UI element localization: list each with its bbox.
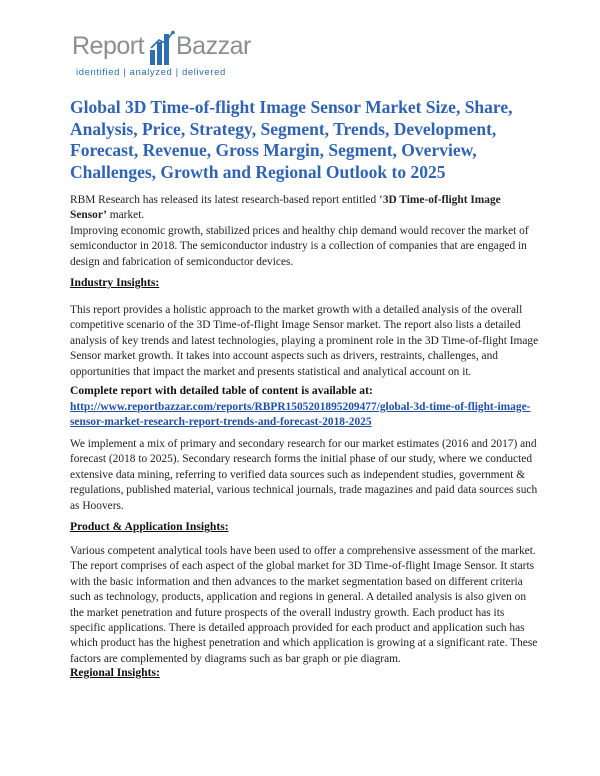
brand-logo (72, 30, 272, 86)
intro-paragraph (70, 193, 540, 224)
bar-chart-logo-icon (148, 30, 176, 68)
logo-name-right: Bazzar (176, 32, 251, 60)
methodology-body: We implement a mix of primary and secondary research for our market estimates (2016 and 2017) and forecast (2018 to 2025). Secondary research forms the initial phase of our study, where we conducted extensive data mining, referring to verified data sources such as independent studies, government & regulations, published material, various technical journals, trade magazines and paid data sources such as Hoovers. (70, 438, 538, 512)
logo-tagline: identified | analyzed | delivered (76, 67, 226, 78)
industry-insights-heading: Industry Insights: (70, 276, 160, 289)
market-context-paragraph: Improving economic growth, stabilized prices and healthy chip demand would recover the market of semiconductor in 2018. The semiconductor industry is a collection of companies that are engaged in design and fabrication of semiconductor devices. (70, 225, 529, 268)
regional-insights-heading: Regional Insights: (70, 666, 160, 679)
intro-prefix: RBM Research has released its latest research-based report entitled ‘ (70, 194, 383, 206)
report-link-label: Complete report with detailed table of content is available at: (70, 384, 373, 397)
report-title: Global 3D Time-of-flight Image Sensor Market Size, Share, Analysis, Price, Strategy, Segment, Trends, Development, Forecast, Revenue, Gross Margin, Segment, Overview, Challenges, Growth and Regional Outlook to 2025 (70, 97, 513, 182)
product-insights-heading: Product & Application Insights: (70, 520, 229, 533)
intro-suffix: market. (106, 209, 145, 222)
product-insights-body: Various competent analytical tools have been used to offer a comprehensive assessment of the market. The report comprises of each aspect of the global market for 3D Time-of-flight Image Sensor. It starts with the basic information and then advances to the market segmentation based on different criteria such as technology, products, application and regions in general. A detailed analysis is also given on the market penetration and future prospects of the overall industry growth. Each product has its specific applications. There is detailed approach provided for each product and application such has which product has the highest penetration and which application is growing at a significant rate. These factors are complemented by diagrams such as bar graph or pie diagram. (70, 545, 538, 665)
intro-report-name: 3D Time-of-flight Image Sensor’ (70, 194, 501, 222)
logo-name-left: Report (72, 32, 145, 60)
report-link[interactable]: http://www.reportbazzar.com/reports/RBPR1505201895209477/global-3d-time-of-flight-image-sensor-market-research-report-trends-and-forecast-2018-2025 (70, 401, 531, 429)
industry-insights-body: This report provides a holistic approach to the market growth with a detailed analysis of the overall competitive scenario of the 3D Time-of-flight Image Sensor market. The report also lists a detailed analysis of key trends and latest technologies, playing a prominent role in the 3D Time-of-flight Image Sensor market growth. It takes into account aspects such as drivers, restraints, challenges, and opportunities that impact the market and presents statistical and analytical account on it. (70, 304, 539, 378)
